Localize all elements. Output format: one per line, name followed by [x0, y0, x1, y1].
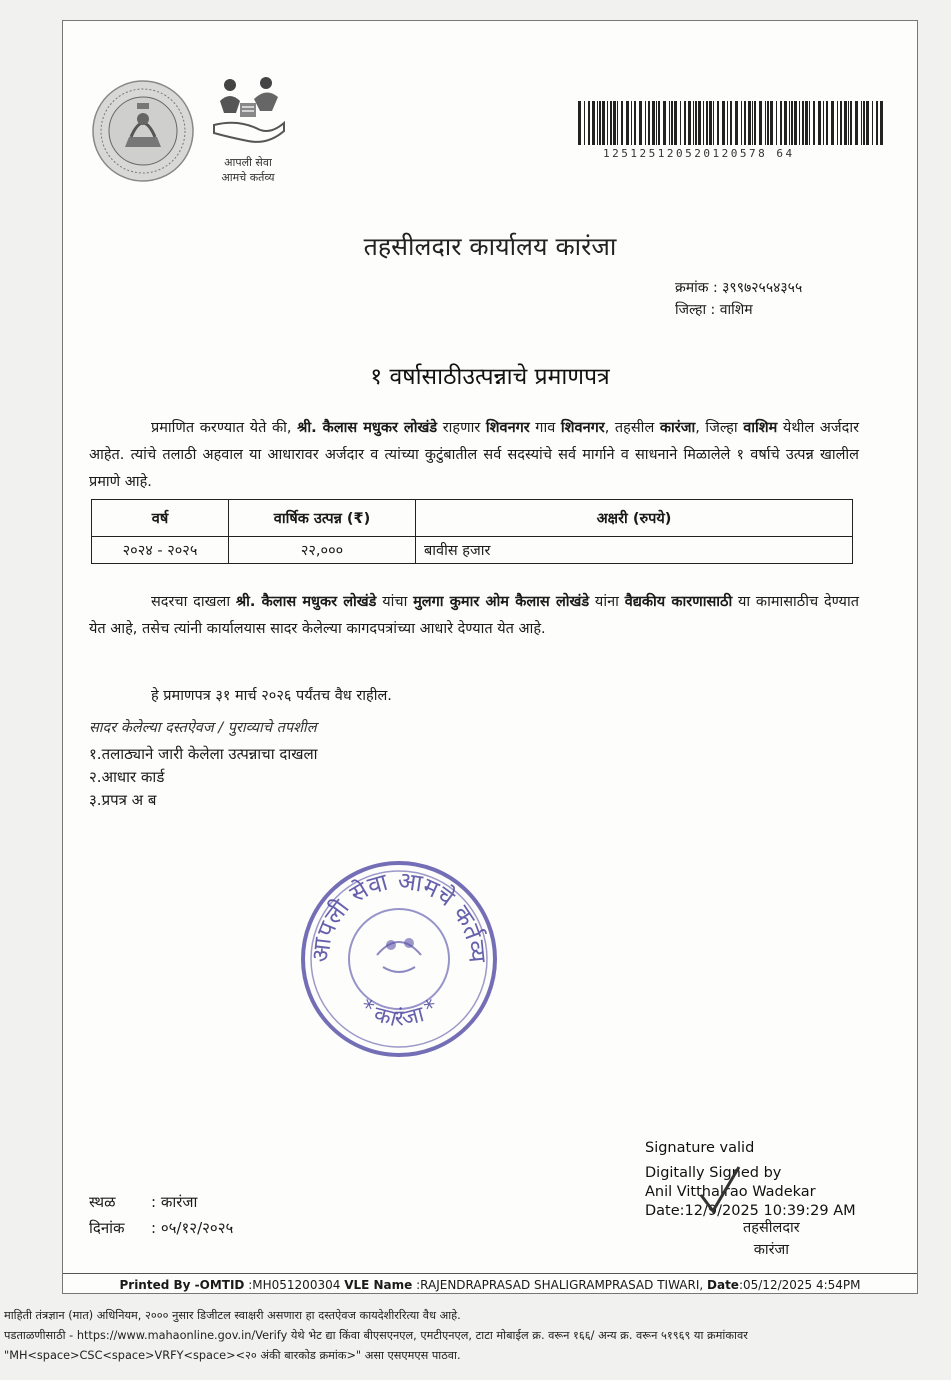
district-row: जिल्हा : वाशिम: [675, 302, 753, 318]
svg-text:आपली सेवा आमचे कर्तव्य: [306, 866, 492, 964]
place-row: स्थळ : कारंजा: [89, 1189, 233, 1215]
signature-date: Date:12/9/2025 10:39:29 AM: [645, 1203, 856, 1219]
barcode-bar: [837, 101, 838, 145]
barcode-bar: [818, 101, 821, 145]
barcode-bar: [741, 101, 742, 145]
barcode-bar: [813, 101, 815, 145]
barcode-bar: [735, 101, 738, 145]
stamp-top-text: आपली सेवा आमचे कर्तव्य: [306, 866, 492, 964]
income-cell: २२,०००: [229, 537, 416, 564]
district-name: वाशिम: [743, 420, 778, 436]
barcode-bar: [765, 101, 766, 145]
barcode-bar: [631, 101, 632, 145]
barcode-bar: [588, 101, 590, 145]
barcode-bar: [652, 101, 655, 145]
para2-text: यांना: [589, 594, 625, 610]
serial-value: ३९९७२५५४३५५: [722, 280, 803, 296]
para2-text: सदरचा दाखला: [151, 594, 236, 610]
column-header: वर्ष: [92, 500, 229, 537]
barcode-bar: [844, 101, 847, 145]
meta-block: [675, 277, 802, 321]
table-header-row: [92, 500, 853, 537]
barcode-bar: [880, 101, 883, 145]
footer-sms-format: "MH<space>CSC<space>VRFY<space><२० अंकी बारकोड क्रमांक>" असा एसएमएस पाठवा.: [4, 1349, 461, 1362]
signature-check-icon: [695, 1161, 745, 1221]
date-value: ०५/१२/२०२५: [160, 1219, 234, 1237]
logo-line-2: आमचे कर्तव्य: [221, 171, 275, 184]
printed-by-line: [63, 1278, 917, 1292]
amount-words-cell: बावीस हजार: [416, 537, 853, 564]
certification-paragraph: [89, 415, 859, 496]
barcode-bar: [831, 101, 834, 145]
stamp-bottom-text: * कारंजा *: [354, 994, 444, 1033]
barcode-bar: [759, 101, 762, 145]
para1-text: , जिल्हा: [695, 420, 744, 436]
barcode-bar: [680, 101, 681, 145]
barcode-bar: [698, 101, 701, 145]
barcode-bar: [610, 101, 612, 145]
barcode-bar: [717, 101, 719, 145]
income-table: [91, 499, 853, 564]
barcode-bar: [617, 101, 618, 145]
printed-date-label: Date: [707, 1278, 739, 1292]
barcode-bar: [658, 101, 660, 145]
table-row: [92, 537, 853, 564]
barcode-bar: [602, 101, 605, 145]
barcode-bar: [872, 101, 873, 145]
vle-name-label: VLE Name: [344, 1278, 413, 1292]
authority-place: कारंजा: [753, 1242, 790, 1258]
divider: [63, 1273, 917, 1274]
taluka-name: कारंजा: [659, 420, 696, 436]
barcode-bar: [592, 101, 595, 145]
barcode-bar: [809, 101, 810, 145]
barcode-bar: [754, 101, 756, 145]
documents-list: [89, 743, 318, 812]
printed-date-value: :05/12/2025 4:54PM: [738, 1278, 861, 1292]
barcode-bar: [876, 101, 878, 145]
place-date-block: [89, 1189, 233, 1241]
barcode-bar: [840, 101, 842, 145]
barcode-bar: [861, 101, 862, 145]
barcode-bar: [607, 101, 608, 145]
barcode-bar: [855, 101, 858, 145]
purpose-paragraph: [89, 589, 859, 643]
place-value: कारंजा: [160, 1193, 198, 1211]
barcode-bar: [791, 101, 793, 145]
documents-heading: सादर केलेल्या दस्तऐवज / पुराव्याचे तपशील: [89, 720, 317, 736]
barcode-bar: [794, 101, 797, 145]
aapli-seva-logo: [203, 71, 293, 211]
purpose: वैद्यकीय कारणासाठी: [624, 594, 733, 610]
barcode-bar: [613, 101, 616, 145]
column-header: अक्षरी (रुपये): [416, 500, 853, 537]
barcode-bar: [634, 101, 636, 145]
barcode-bar: [848, 101, 849, 145]
authority-title: तहसीलदार: [743, 1220, 800, 1236]
omtid-value: :MH051200304: [248, 1278, 341, 1292]
district-label: जिल्हा: [675, 302, 707, 318]
barcode-bar: [802, 101, 804, 145]
village-name-2: शिवनगर: [560, 420, 605, 436]
applicant-name: श्री. कैलास मधुकर लोखंडे: [297, 420, 438, 436]
barcode-bar: [684, 101, 686, 145]
barcode-bar: [776, 101, 777, 145]
barcode-bar: [805, 101, 808, 145]
date-label: दिनांक: [89, 1219, 125, 1237]
barcode-bar: [706, 101, 708, 145]
barcode-bar: [863, 101, 865, 145]
barcode-bar: [578, 101, 581, 145]
village-name: शिवनगर: [485, 420, 530, 436]
para1-text: राहणार: [437, 420, 486, 436]
barcode-bar: [744, 101, 746, 145]
signer-name: Anil Vitthalrao Wadekar: [645, 1184, 816, 1200]
validity-statement: हे प्रमाणपत्र ३१ मार्च २०२६ पर्यंतच वैध राहील.: [151, 688, 392, 704]
barcode-bar: [784, 101, 787, 145]
footer-legal-note: माहिती तंत्रज्ञान (मात) अधिनियम, २००० नुसार डिजीटल स्वाक्षरी असणारा हा दस्तऐवज कायदेशीररित्या वैध आहे.: [4, 1309, 461, 1322]
office-round-stamp: [299, 859, 499, 1059]
barcode-bar: [799, 101, 800, 145]
list-item: २.आधार कार्ड: [89, 768, 165, 786]
barcode-bar: [648, 101, 650, 145]
list-item: ३.प्रपत्र अ ब: [89, 791, 157, 809]
district-value: वाशिम: [719, 302, 753, 318]
digital-signature: [645, 1139, 885, 1221]
barcode-bar: [713, 101, 714, 145]
barcode-bar: [770, 101, 773, 145]
barcode-bar: [780, 101, 782, 145]
certificate-page: [62, 20, 918, 1294]
barcode-bar: [674, 101, 677, 145]
beneficiary-name: मुलगा कुमार ओम कैलास लोखंडे: [413, 594, 590, 610]
signature-valid: Signature valid: [645, 1140, 755, 1156]
footer-verification: पडताळणीसाठी - https://www.mahaonline.gov.in/Verify येथे भेट द्या किंवा बीएसएनएल, एमटीएनएल, टाटा मोबाईल क्र. वरून १६६/ अन्य क्र. वरून ५१९६९ या क्रमांकावर: [4, 1329, 748, 1342]
barcode-number: 125125120520120578 64: [603, 147, 795, 160]
year-cell: २०२४ - २०२५: [92, 537, 229, 564]
barcode-bar: [671, 101, 673, 145]
barcode-bar: [584, 101, 585, 145]
barcode-bar: [669, 101, 670, 145]
barcode-bar: [748, 101, 751, 145]
barcode-bar: [693, 101, 694, 145]
para1-text: गाव: [529, 420, 561, 436]
printed-by-label: Printed By -OMTID: [119, 1278, 245, 1292]
barcode-bar: [621, 101, 623, 145]
date-row: दिनांक : ०५/१२/२०२५: [89, 1215, 233, 1241]
barcode-bar: [695, 101, 697, 145]
barcode-bar: [599, 101, 601, 145]
serial-row: क्रमांक : ३९९७२५५४३५५: [675, 280, 803, 296]
barcode-bar: [656, 101, 657, 145]
para1-text: , तहसील: [604, 420, 660, 436]
svg-text:* कारंजा *: [354, 995, 444, 1032]
serial-label: क्रमांक: [675, 280, 709, 296]
certificate-title: १ वर्षासाठीउत्पन्नाचे प्रमाणपत्र: [370, 364, 610, 390]
barcode-bar: [727, 101, 728, 145]
state-emblem-seal: [91, 79, 195, 183]
vle-name-value: :RAJENDRAPRASAD SHALIGRAMPRASAD TIWARI,: [416, 1278, 704, 1292]
applicant-name: श्री. कैलास मधुकर लोखंडे: [235, 594, 377, 610]
column-header: वार्षिक उत्पन्न (₹): [229, 500, 416, 537]
barcode-bar: [663, 101, 666, 145]
list-item: १.तलाठ्याने जारी केलेला उत्पन्नाचा दाखला: [89, 745, 318, 763]
barcode-bar: [639, 101, 642, 145]
para2-text: या कामासाठीच देण्यात येत आहे, तसेच त्यांनी कार्यालयास सादर केलेल्या कागदपत्रांच्या आधारे देण्यात येत आहे.: [89, 594, 859, 637]
logo-line-1: आपली सेवा: [224, 156, 272, 169]
barcode-bar: [752, 101, 753, 145]
barcode: [578, 101, 883, 145]
barcode-bar: [767, 101, 769, 145]
barcode-bar: [722, 101, 725, 145]
barcode-bar: [850, 101, 852, 145]
barcode-bar: [709, 101, 712, 145]
barcode-bar: [626, 101, 629, 145]
barcode-bar: [688, 101, 691, 145]
barcode-bar: [703, 101, 704, 145]
para1-text: प्रमाणित करण्यात येते की,: [151, 420, 298, 436]
barcode-bar: [826, 101, 828, 145]
barcode-bar: [730, 101, 732, 145]
barcode-bar: [823, 101, 824, 145]
barcode-bar: [866, 101, 869, 145]
hands-logo-icon: [208, 71, 288, 151]
office-title: तहसीलदार कार्यालय कारंजा: [363, 232, 617, 261]
barcode-bar: [789, 101, 790, 145]
signing-authority: [743, 1217, 800, 1261]
para2-text: यांचा: [376, 594, 414, 610]
para1-text: येथील अर्जदार आहेत. त्यांचे तलाठी अहवाल या आधारावर अर्जदार व त्यांच्या कुटुंबातील सर्व सदस्यांचे सर्व मार्गाने व साधनाने मिळालेले १ वर्षाचे उत्पन्न खालील प्रमाणे आहे.: [89, 420, 860, 490]
barcode-bar: [597, 101, 598, 145]
barcode-bar: [645, 101, 646, 145]
signed-by-label: Digitally Signed by: [645, 1165, 782, 1181]
place-label: स्थळ: [89, 1193, 116, 1211]
